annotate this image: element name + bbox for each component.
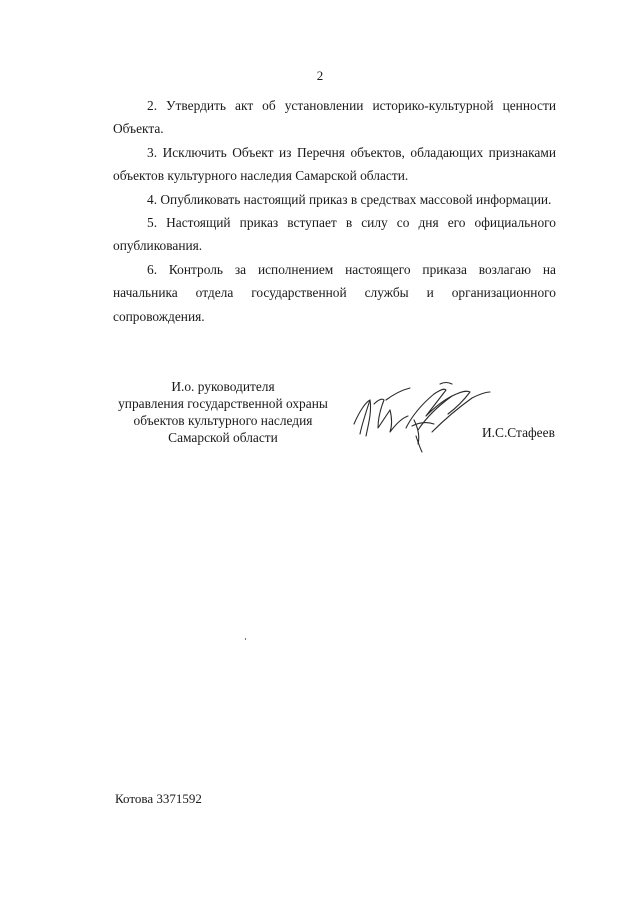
scan-artifact [245, 638, 246, 640]
paragraph-approve-act: 2. Утвердить акт об установлении историко-культурной ценности Объекта. [113, 98, 556, 137]
position-line: управления государственной охраны [118, 396, 328, 411]
signer-name: И.С.Стафеев [482, 425, 555, 440]
position-line: объектов культурного наследия [133, 413, 313, 428]
position-line: И.о. руководителя [171, 379, 275, 394]
paragraph-effective-date: 5. Настоящий приказ вступает в силу со дня его официального опубликования. [113, 215, 556, 254]
paragraph-control: 6. Контроль за исполнением настоящего приказа возлагаю на начальника отдела государственной службы и организационного сопровождения. [113, 261, 556, 324]
order-body [113, 94, 556, 328]
signatory-position [113, 378, 333, 446]
page-number: 2 [316, 68, 324, 83]
executor-contact: Котова 3371592 [115, 791, 202, 806]
handwritten-signature [348, 380, 498, 455]
paragraph-publish: 4. Опубликовать настоящий приказ в средствах массовой информации. [147, 191, 552, 207]
position-line: Самарской области [168, 430, 278, 445]
paragraph-exclude-object: 3. Исключить Объект из Перечня объектов, обладающих признаками объектов культурного наследия Самарской области. [113, 144, 556, 184]
